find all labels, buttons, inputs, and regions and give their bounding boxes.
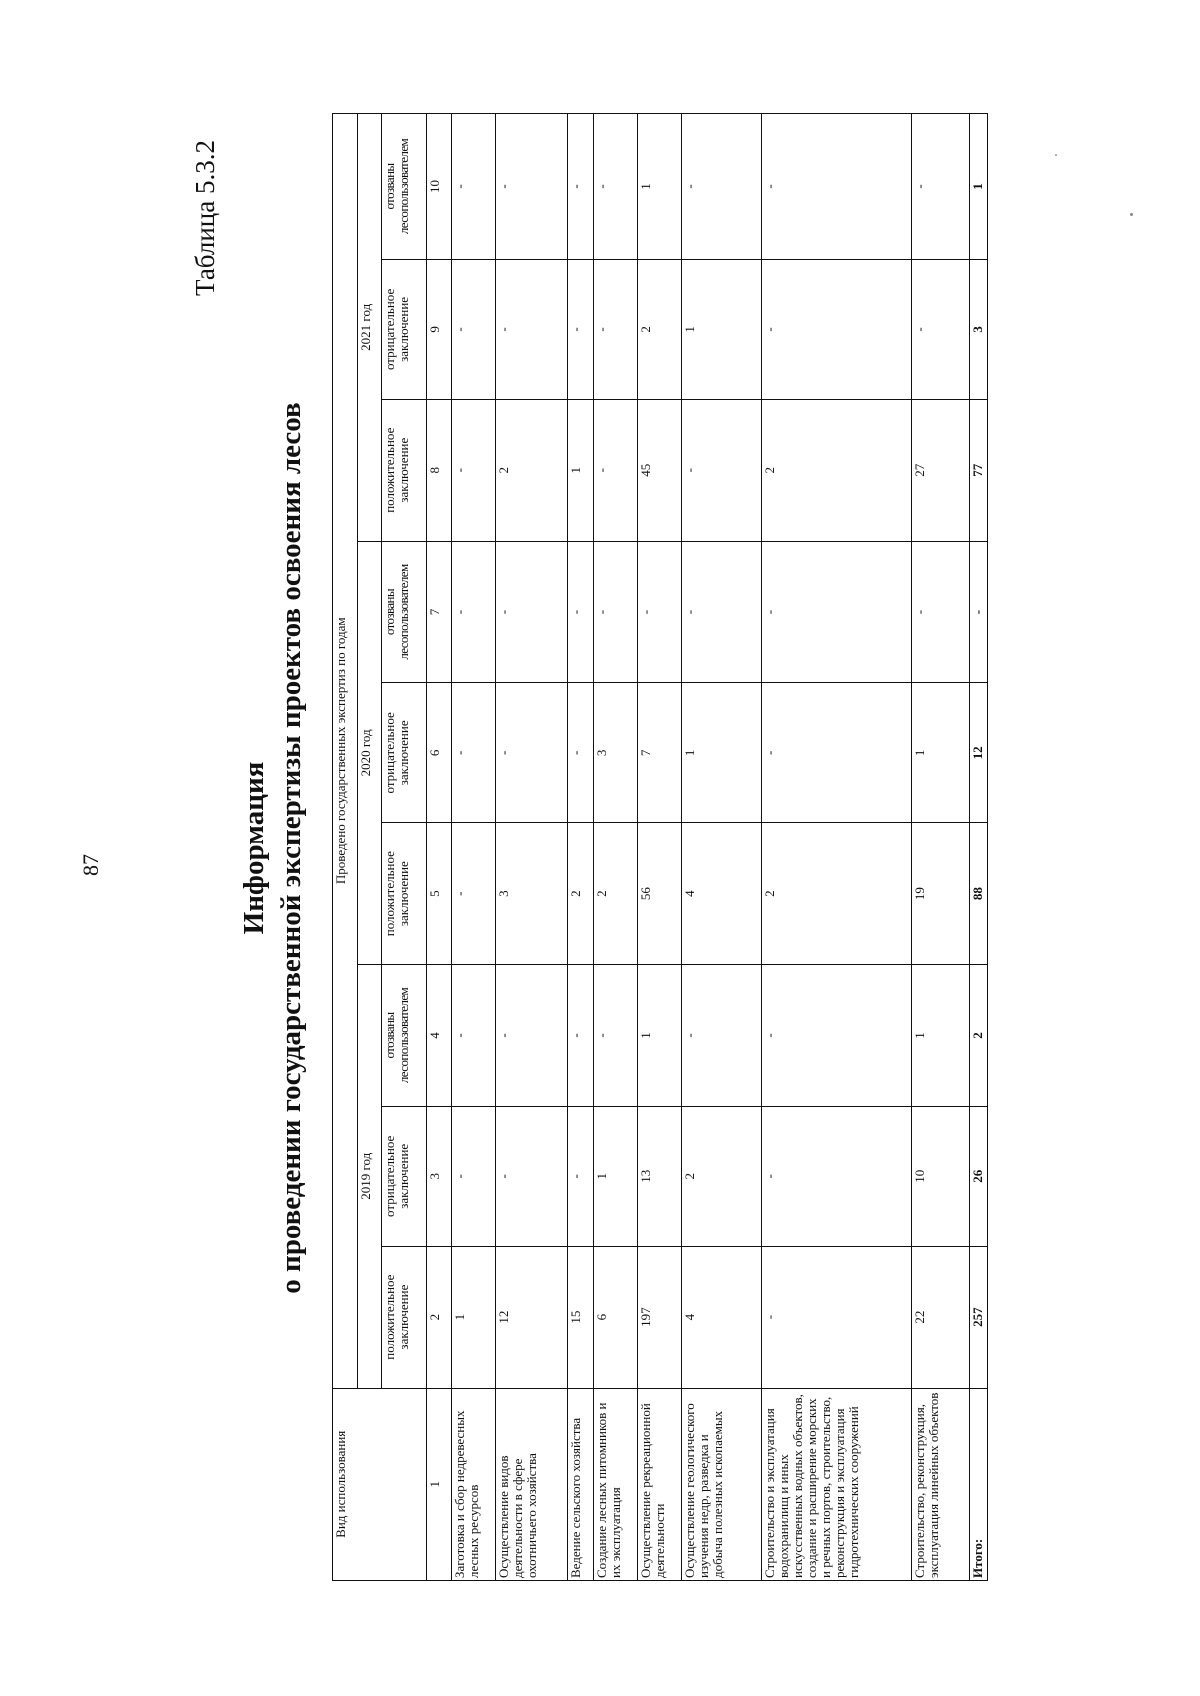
cell-value: 1: [682, 259, 762, 399]
cell-value: 4: [682, 1246, 762, 1388]
cell-value: -: [568, 541, 594, 683]
cell-value: -: [594, 541, 638, 683]
document-subtitle: о проведении государственной экспертизы проектов освоения лесов: [275, 402, 307, 1294]
cell-value: 19: [912, 823, 970, 965]
total-value: 88: [970, 823, 988, 965]
total-value: 12: [970, 683, 988, 823]
cell-value: -: [452, 965, 496, 1107]
column-number: 5: [427, 823, 452, 965]
cell-value: -: [452, 259, 496, 399]
header-year-2019: 2019 год: [357, 965, 382, 1388]
cell-value: 1: [638, 114, 682, 260]
cell-value: 27: [912, 399, 970, 541]
row-label: Осуществление видов деятельности в сфере охотничьего хозяйства: [496, 1388, 568, 1580]
cell-value: 2: [638, 259, 682, 399]
cell-value: 2: [594, 823, 638, 965]
cell-value: 1: [912, 683, 970, 823]
cell-value: -: [452, 1106, 496, 1246]
document-title: Информация: [238, 761, 270, 935]
cell-value: -: [762, 965, 912, 1107]
cell-value: -: [912, 114, 970, 260]
cell-value: 4: [682, 823, 762, 965]
total-value: 1: [970, 114, 988, 260]
header-row-3: [382, 114, 427, 1581]
row-label: Создание лесных питомников и их эксплуатация: [594, 1388, 638, 1580]
table-row: [452, 114, 496, 1581]
row-label: Осуществление рекреационной деятельности: [638, 1388, 682, 1580]
cell-value: -: [682, 399, 762, 541]
cell-value: 3: [594, 683, 638, 823]
cell-value: -: [682, 114, 762, 260]
cell-value: -: [762, 1246, 912, 1388]
header-positive: положительное заключение: [382, 1246, 427, 1388]
column-number: 6: [427, 683, 452, 823]
cell-value: 1: [638, 965, 682, 1107]
row-label: Осуществление геологического изучения недр, разведка и добыча полезных ископаемых: [682, 1388, 762, 1580]
column-number: 7: [427, 541, 452, 683]
cell-value: 15: [568, 1246, 594, 1388]
header-year-2020: 2020 год: [357, 541, 382, 964]
header-positive: положительное заключение: [382, 823, 427, 965]
total-label: Итого:: [970, 1388, 988, 1580]
page-number: 87: [78, 854, 103, 876]
cell-value: 2: [496, 399, 568, 541]
table-label: Таблица 5.3.2: [190, 140, 220, 296]
row-label: Строительство и эксплуатация водохранилищ и иных искусственных водных объектов, создание и расширение морских и речных портов, строительство, реконструкция и эксплуатация гидротехнических сооружений: [762, 1388, 912, 1580]
column-number: 2: [427, 1246, 452, 1388]
header-withdrawn: отозваны лесопользователем: [382, 541, 427, 683]
cell-value: 2: [762, 823, 912, 965]
cell-value: -: [452, 683, 496, 823]
cell-value: 10: [912, 1106, 970, 1246]
column-number: 8: [427, 399, 452, 541]
table-row: [568, 114, 594, 1581]
cell-value: -: [568, 1106, 594, 1246]
header-row-2: [357, 114, 382, 1581]
table-row: [638, 114, 682, 1581]
cell-value: 1: [594, 1106, 638, 1246]
cell-value: 22: [912, 1246, 970, 1388]
cell-value: 7: [638, 683, 682, 823]
cell-value: -: [762, 259, 912, 399]
cell-value: -: [912, 541, 970, 683]
column-number: 3: [427, 1106, 452, 1246]
cell-value: 1: [912, 965, 970, 1107]
header-withdrawn: отозваны лесопользователем: [382, 114, 427, 260]
table-row: [496, 114, 568, 1581]
cell-value: 45: [638, 399, 682, 541]
cell-value: 197: [638, 1246, 682, 1388]
cell-value: -: [594, 399, 638, 541]
cell-value: 13: [638, 1106, 682, 1246]
cell-value: -: [568, 114, 594, 260]
expertise-table: [332, 113, 988, 1581]
cell-value: 1: [682, 683, 762, 823]
header-row-1: [333, 114, 358, 1581]
cell-value: -: [594, 965, 638, 1107]
cell-value: -: [594, 259, 638, 399]
cell-value: 1: [568, 399, 594, 541]
cell-value: 3: [496, 823, 568, 965]
header-group-title: Проведено государственных экспертиз по годам: [333, 114, 358, 1389]
row-label: Заготовка и сбор недревесных лесных ресурсов: [452, 1388, 496, 1580]
cell-value: -: [762, 683, 912, 823]
cell-value: -: [496, 1106, 568, 1246]
header-usage: Вид использования: [333, 1388, 427, 1580]
cell-value: -: [496, 965, 568, 1107]
cell-value: 2: [682, 1106, 762, 1246]
header-withdrawn: отозваны лесопользователем: [382, 965, 427, 1107]
column-number: 10: [427, 114, 452, 260]
column-number: 4: [427, 965, 452, 1107]
cell-value: -: [496, 114, 568, 260]
table-row: [912, 114, 970, 1581]
cell-value: 12: [496, 1246, 568, 1388]
total-value: -: [970, 541, 988, 683]
header-positive: положительное заключение: [382, 399, 427, 541]
header-negative: отрицательное заключение: [382, 259, 427, 399]
cell-value: -: [594, 114, 638, 260]
cell-value: -: [568, 259, 594, 399]
cell-value: -: [452, 823, 496, 965]
total-value: 2: [970, 965, 988, 1107]
cell-value: 2: [568, 823, 594, 965]
scan-speck: [1130, 213, 1133, 216]
total-row: [970, 114, 988, 1581]
cell-value: -: [568, 965, 594, 1107]
cell-value: 2: [762, 399, 912, 541]
total-value: 3: [970, 259, 988, 399]
table-row: [594, 114, 638, 1581]
cell-value: -: [912, 259, 970, 399]
cell-value: -: [762, 541, 912, 683]
column-number-row: [427, 114, 452, 1581]
scan-speck: [1055, 154, 1057, 156]
column-number: 9: [427, 259, 452, 399]
cell-value: -: [496, 683, 568, 823]
row-label: Строительство, реконструкция, эксплуатация линейных объектов: [912, 1388, 970, 1580]
cell-value: -: [496, 259, 568, 399]
cell-value: -: [452, 399, 496, 541]
cell-value: -: [496, 541, 568, 683]
cell-value: -: [452, 541, 496, 683]
header-negative: отрицательное заключение: [382, 1106, 427, 1246]
cell-value: 6: [594, 1246, 638, 1388]
cell-value: -: [762, 1106, 912, 1246]
table-row: [682, 114, 762, 1581]
total-value: 257: [970, 1246, 988, 1388]
column-number: 1: [427, 1388, 452, 1580]
cell-value: -: [762, 114, 912, 260]
cell-value: -: [682, 541, 762, 683]
cell-value: -: [568, 683, 594, 823]
row-label: Ведение сельского хозяйства: [568, 1388, 594, 1580]
cell-value: -: [638, 541, 682, 683]
total-value: 77: [970, 399, 988, 541]
table-row: [762, 114, 912, 1581]
header-year-2021: 2021 год: [357, 114, 382, 542]
total-value: 26: [970, 1106, 988, 1246]
cell-value: -: [682, 965, 762, 1107]
cell-value: -: [452, 114, 496, 260]
header-negative: отрицательное заключение: [382, 683, 427, 823]
cell-value: 56: [638, 823, 682, 965]
cell-value: 1: [452, 1246, 496, 1388]
